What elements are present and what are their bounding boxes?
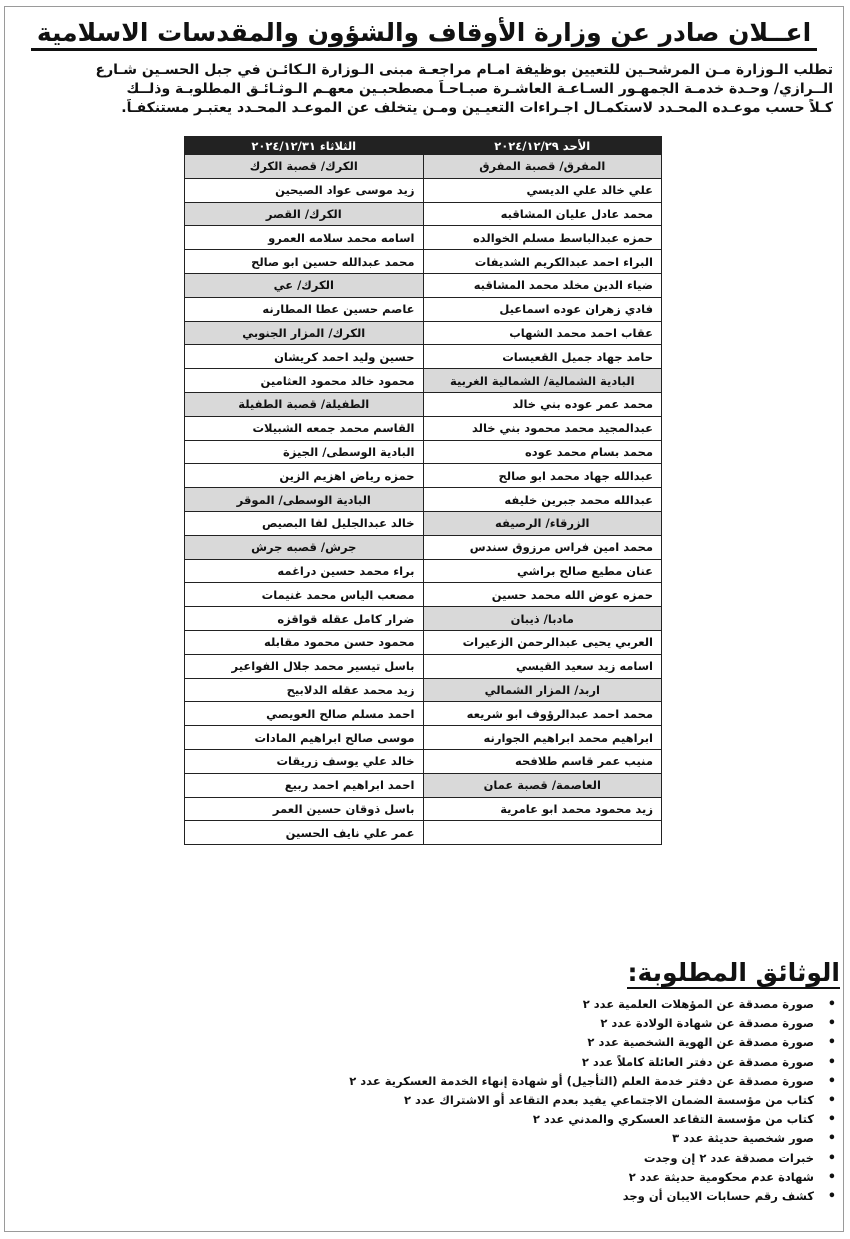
required-document-item	[10, 1053, 850, 1072]
bullet-icon: •	[827, 1150, 836, 1166]
tuesday-candidate-cell: زيد محمد عقله الدلابيح	[185, 678, 424, 702]
required-document-item	[10, 1110, 850, 1129]
tuesday-candidate-cell: القاسم محمد جمعه الشبيلات	[185, 416, 424, 440]
required-document-item	[10, 1187, 850, 1206]
required-document-text: صور شخصية حديثة عدد ٣	[672, 1131, 814, 1146]
sunday-candidate-cell: فادي زهران عوده اسماعيل	[423, 297, 662, 321]
tuesday-candidate-cell: مصعب الياس محمد غنيمات	[185, 583, 424, 607]
tuesday-candidate-cell: حمزه رياض اهزيم الزين	[185, 464, 424, 488]
intro-line: كـلاً حسب موعـده المحـدد لاستكمـال اجـراءات التعيـين ومـن يتخلف عن الموعـد المحـدد يعتبـر مستنكفـاً.	[121, 100, 833, 116]
sunday-candidate-cell: حمزه عبدالباسط مسلم الخوالده	[423, 226, 662, 250]
tuesday-candidate-cell: اسامه محمد سلامه العمرو	[185, 226, 424, 250]
sunday-candidate-cell: عنان مطيع صالح براشي	[423, 559, 662, 583]
table-row	[185, 226, 662, 250]
required-document-text: خبرات مصدقة عدد ٢ إن وجدت	[643, 1150, 814, 1165]
required-document-text: صورة مصدقة عن دفتر العائلة كاملاً عدد ٢	[581, 1054, 814, 1069]
sunday-candidate-cell: علي خالد علي الديسي	[423, 178, 662, 202]
bullet-icon: •	[827, 1093, 836, 1109]
table-row	[185, 678, 662, 702]
tuesday-candidate-cell: احمد ابراهيم احمد ربيع	[185, 773, 424, 797]
tuesday-candidate-cell: خالد علي يوسف زريقات	[185, 749, 424, 773]
tuesday-candidate-cell: البادية الوسطى/ الجيزة	[185, 440, 424, 464]
sunday-candidate-cell: ابراهيم محمد ابراهيم الجوارنه	[423, 726, 662, 750]
intro-paragraph	[15, 61, 833, 118]
sunday-candidate-cell: البراء احمد عبدالكريم الشديفات	[423, 250, 662, 274]
required-document-item	[10, 1168, 850, 1187]
bullet-icon: •	[827, 1169, 836, 1185]
tuesday-candidate-cell: باسل تيسير محمد جلال الفواعير	[185, 654, 424, 678]
required-documents-heading	[627, 955, 840, 991]
table-row	[185, 654, 662, 678]
sunday-candidate-cell: حامد جهاد جميل القعيسات	[423, 345, 662, 369]
sunday-candidate-cell: محمد احمد عبدالرؤوف ابو شريعه	[423, 702, 662, 726]
sunday-candidate-cell: محمد عمر عوده بني خالد	[423, 392, 662, 416]
announcement-title	[5, 13, 843, 53]
required-document-text: كتاب من مؤسسة الضمان الاجتماعي يفيد بعدم التقاعد أو الاشتراك عدد ٢	[403, 1093, 814, 1108]
table-row	[185, 607, 662, 631]
table-row	[185, 511, 662, 535]
intro-line: تطلب الـوزارة مـن المرشحـين للتعيين بوظيفة امـام مراجعـة مبنى الـوزارة الـكائـن في جبل الحسـين شـارع	[95, 62, 833, 78]
table-row	[185, 345, 662, 369]
tuesday-candidate-cell: محمود حسن محمود مقابله	[185, 630, 424, 654]
sunday-candidate-cell: محمد عادل عليان المشاقبه	[423, 202, 662, 226]
tuesday-candidate-cell: زيد موسى عواد الصيحين	[185, 178, 424, 202]
tuesday-region-cell: الكرك/ قصبة الكرك	[185, 155, 424, 179]
table-row	[185, 773, 662, 797]
bullet-icon: •	[827, 1054, 836, 1070]
announcement-title-text: اعــلان صادر عن وزارة الأوقاف والشؤون والمقدسات الاسلامية	[31, 18, 817, 51]
table-row	[185, 535, 662, 559]
sunday-candidate-cell: عبدالمجيد محمد محمود بني خالد	[423, 416, 662, 440]
candidates-table-body	[185, 155, 662, 845]
table-row	[185, 369, 662, 393]
tuesday-candidate-cell: ضرار كامل عقله قواقزه	[185, 607, 424, 631]
sunday-candidate-cell: محمد بسام محمد عوده	[423, 440, 662, 464]
table-row	[185, 583, 662, 607]
required-document-item	[10, 1033, 850, 1052]
required-document-text: كتاب من مؤسسة التقاعد العسكري والمدني عدد ٢	[532, 1112, 814, 1127]
tuesday-region-cell: جرش/ قصبه جرش	[185, 535, 424, 559]
required-documents-heading-text: الوثائق المطلوبة:	[627, 958, 840, 987]
sunday-region-cell: البادية الشمالية/ الشمالية الغربية	[423, 369, 662, 393]
tuesday-region-cell: الكرك/ القصر	[185, 202, 424, 226]
tuesday-region-cell: الطفيلة/ قصبة الطفيلة	[185, 392, 424, 416]
sunday-candidate-cell: زيد محمود محمد ابو عامرية	[423, 797, 662, 821]
tuesday-candidate-cell: عمر علي نايف الحسين	[185, 821, 424, 845]
table-row	[185, 440, 662, 464]
table-row	[185, 321, 662, 345]
table-row	[185, 488, 662, 512]
sunday-region-cell: المفرق/ قصبة المفرق	[423, 155, 662, 179]
sunday-region-cell: العاصمة/ قصبة عمان	[423, 773, 662, 797]
table-row	[185, 749, 662, 773]
table-row	[185, 155, 662, 179]
table-row	[185, 178, 662, 202]
required-document-item	[10, 1091, 850, 1110]
table-row	[185, 202, 662, 226]
required-document-item	[10, 1149, 850, 1168]
table-row	[185, 297, 662, 321]
sunday-candidate-cell: حمزه عوض الله محمد حسين	[423, 583, 662, 607]
tuesday-region-cell: البادية الوسطى/ الموقر	[185, 488, 424, 512]
sunday-candidate-cell: محمد امين فراس مرزوق سندس	[423, 535, 662, 559]
table-row	[185, 250, 662, 274]
bullet-icon: •	[827, 1131, 836, 1147]
sunday-region-cell: الزرقاء/ الرصيفه	[423, 511, 662, 535]
required-document-text: شهادة عدم محكومية حديثة عدد ٢	[628, 1169, 814, 1184]
tuesday-candidate-cell: خالد عبدالجليل لفا البصيص	[185, 511, 424, 535]
table-row	[185, 797, 662, 821]
required-document-text: كشف رقم حسابات الايبان أن وجد	[622, 1189, 814, 1204]
required-document-text: صورة مصدقة عن المؤهلات العلمية عدد ٢	[582, 997, 814, 1011]
tuesday-candidate-cell: محمد عبدالله حسين ابو صالح	[185, 250, 424, 274]
required-document-text: صورة مصدقة عن الهوية الشخصية عدد ٢	[587, 1035, 814, 1050]
sunday-region-cell: مادبا/ ذيبان	[423, 607, 662, 631]
required-document-item	[10, 1129, 850, 1148]
intro-line: الــرازي/ وحـدة خدمـة الجمهـور السـاعـة العاشـرة صبـاحـاً مصطحبـين معهـم الـوثـائـق المطلوبـة وذلــك	[126, 81, 833, 97]
sunday-candidate-cell	[423, 821, 662, 845]
sunday-candidate-cell: عبدالله محمد جبرين خليفه	[423, 488, 662, 512]
table-row	[185, 630, 662, 654]
tuesday-region-cell: الكرك/ المزار الجنوبي	[185, 321, 424, 345]
sunday-candidate-cell: اسامه زيد سعيد القيسي	[423, 654, 662, 678]
table-row	[185, 416, 662, 440]
tuesday-candidate-cell: محمود خالد محمود العثامين	[185, 369, 424, 393]
table-row	[185, 821, 662, 845]
tuesday-candidate-cell: احمد مسلم صالح العويصي	[185, 702, 424, 726]
sunday-candidate-cell: منيب عمر قاسم طلافحه	[423, 749, 662, 773]
table-row	[185, 726, 662, 750]
table-row	[185, 464, 662, 488]
sunday-candidate-cell: العربي يحيى عبدالرحمن الزعيرات	[423, 630, 662, 654]
bullet-icon: •	[827, 1112, 836, 1128]
tuesday-region-cell: الكرك/ عي	[185, 273, 424, 297]
header-sunday: الأحد ٢٠٢٤/١٢/٢٩	[423, 137, 662, 155]
table-row	[185, 392, 662, 416]
sunday-candidate-cell: ضياء الدين مخلد محمد المشاقبه	[423, 273, 662, 297]
table-row	[185, 559, 662, 583]
table-header-row	[185, 137, 662, 155]
sunday-region-cell: اربد/ المزار الشمالي	[423, 678, 662, 702]
table-row	[185, 702, 662, 726]
required-documents-list	[10, 995, 850, 1206]
bullet-icon: •	[827, 997, 836, 1012]
required-document-item	[10, 1072, 850, 1091]
tuesday-candidate-cell: موسى صالح ابراهيم المادات	[185, 726, 424, 750]
tuesday-candidate-cell: حسين وليد احمد كريشان	[185, 345, 424, 369]
tuesday-candidate-cell: باسل ذوقان حسين العمر	[185, 797, 424, 821]
required-document-item	[10, 1014, 850, 1033]
tuesday-candidate-cell: عاصم حسين عطا المطارنه	[185, 297, 424, 321]
bullet-icon: •	[827, 1189, 836, 1205]
sunday-candidate-cell: عبدالله جهاد محمد ابو صالح	[423, 464, 662, 488]
candidates-table	[184, 136, 662, 845]
bullet-icon: •	[827, 1016, 836, 1032]
bullet-icon: •	[827, 1073, 836, 1089]
required-document-text: صورة مصدقة عن شهادة الولادة عدد ٢	[600, 1016, 814, 1031]
sunday-candidate-cell: عقاب احمد محمد الشهاب	[423, 321, 662, 345]
table-row	[185, 273, 662, 297]
required-document-item	[10, 995, 850, 1014]
bullet-icon: •	[827, 1035, 836, 1051]
required-document-text: صورة مصدقة عن دفتر خدمة العلم (التأجيل) أو شهادة إنهاء الخدمة العسكرية عدد ٢	[349, 1073, 814, 1088]
tuesday-candidate-cell: براء محمد حسين دراغمه	[185, 559, 424, 583]
header-tuesday: الثلاثاء ٢٠٢٤/١٢/٣١	[185, 137, 424, 155]
